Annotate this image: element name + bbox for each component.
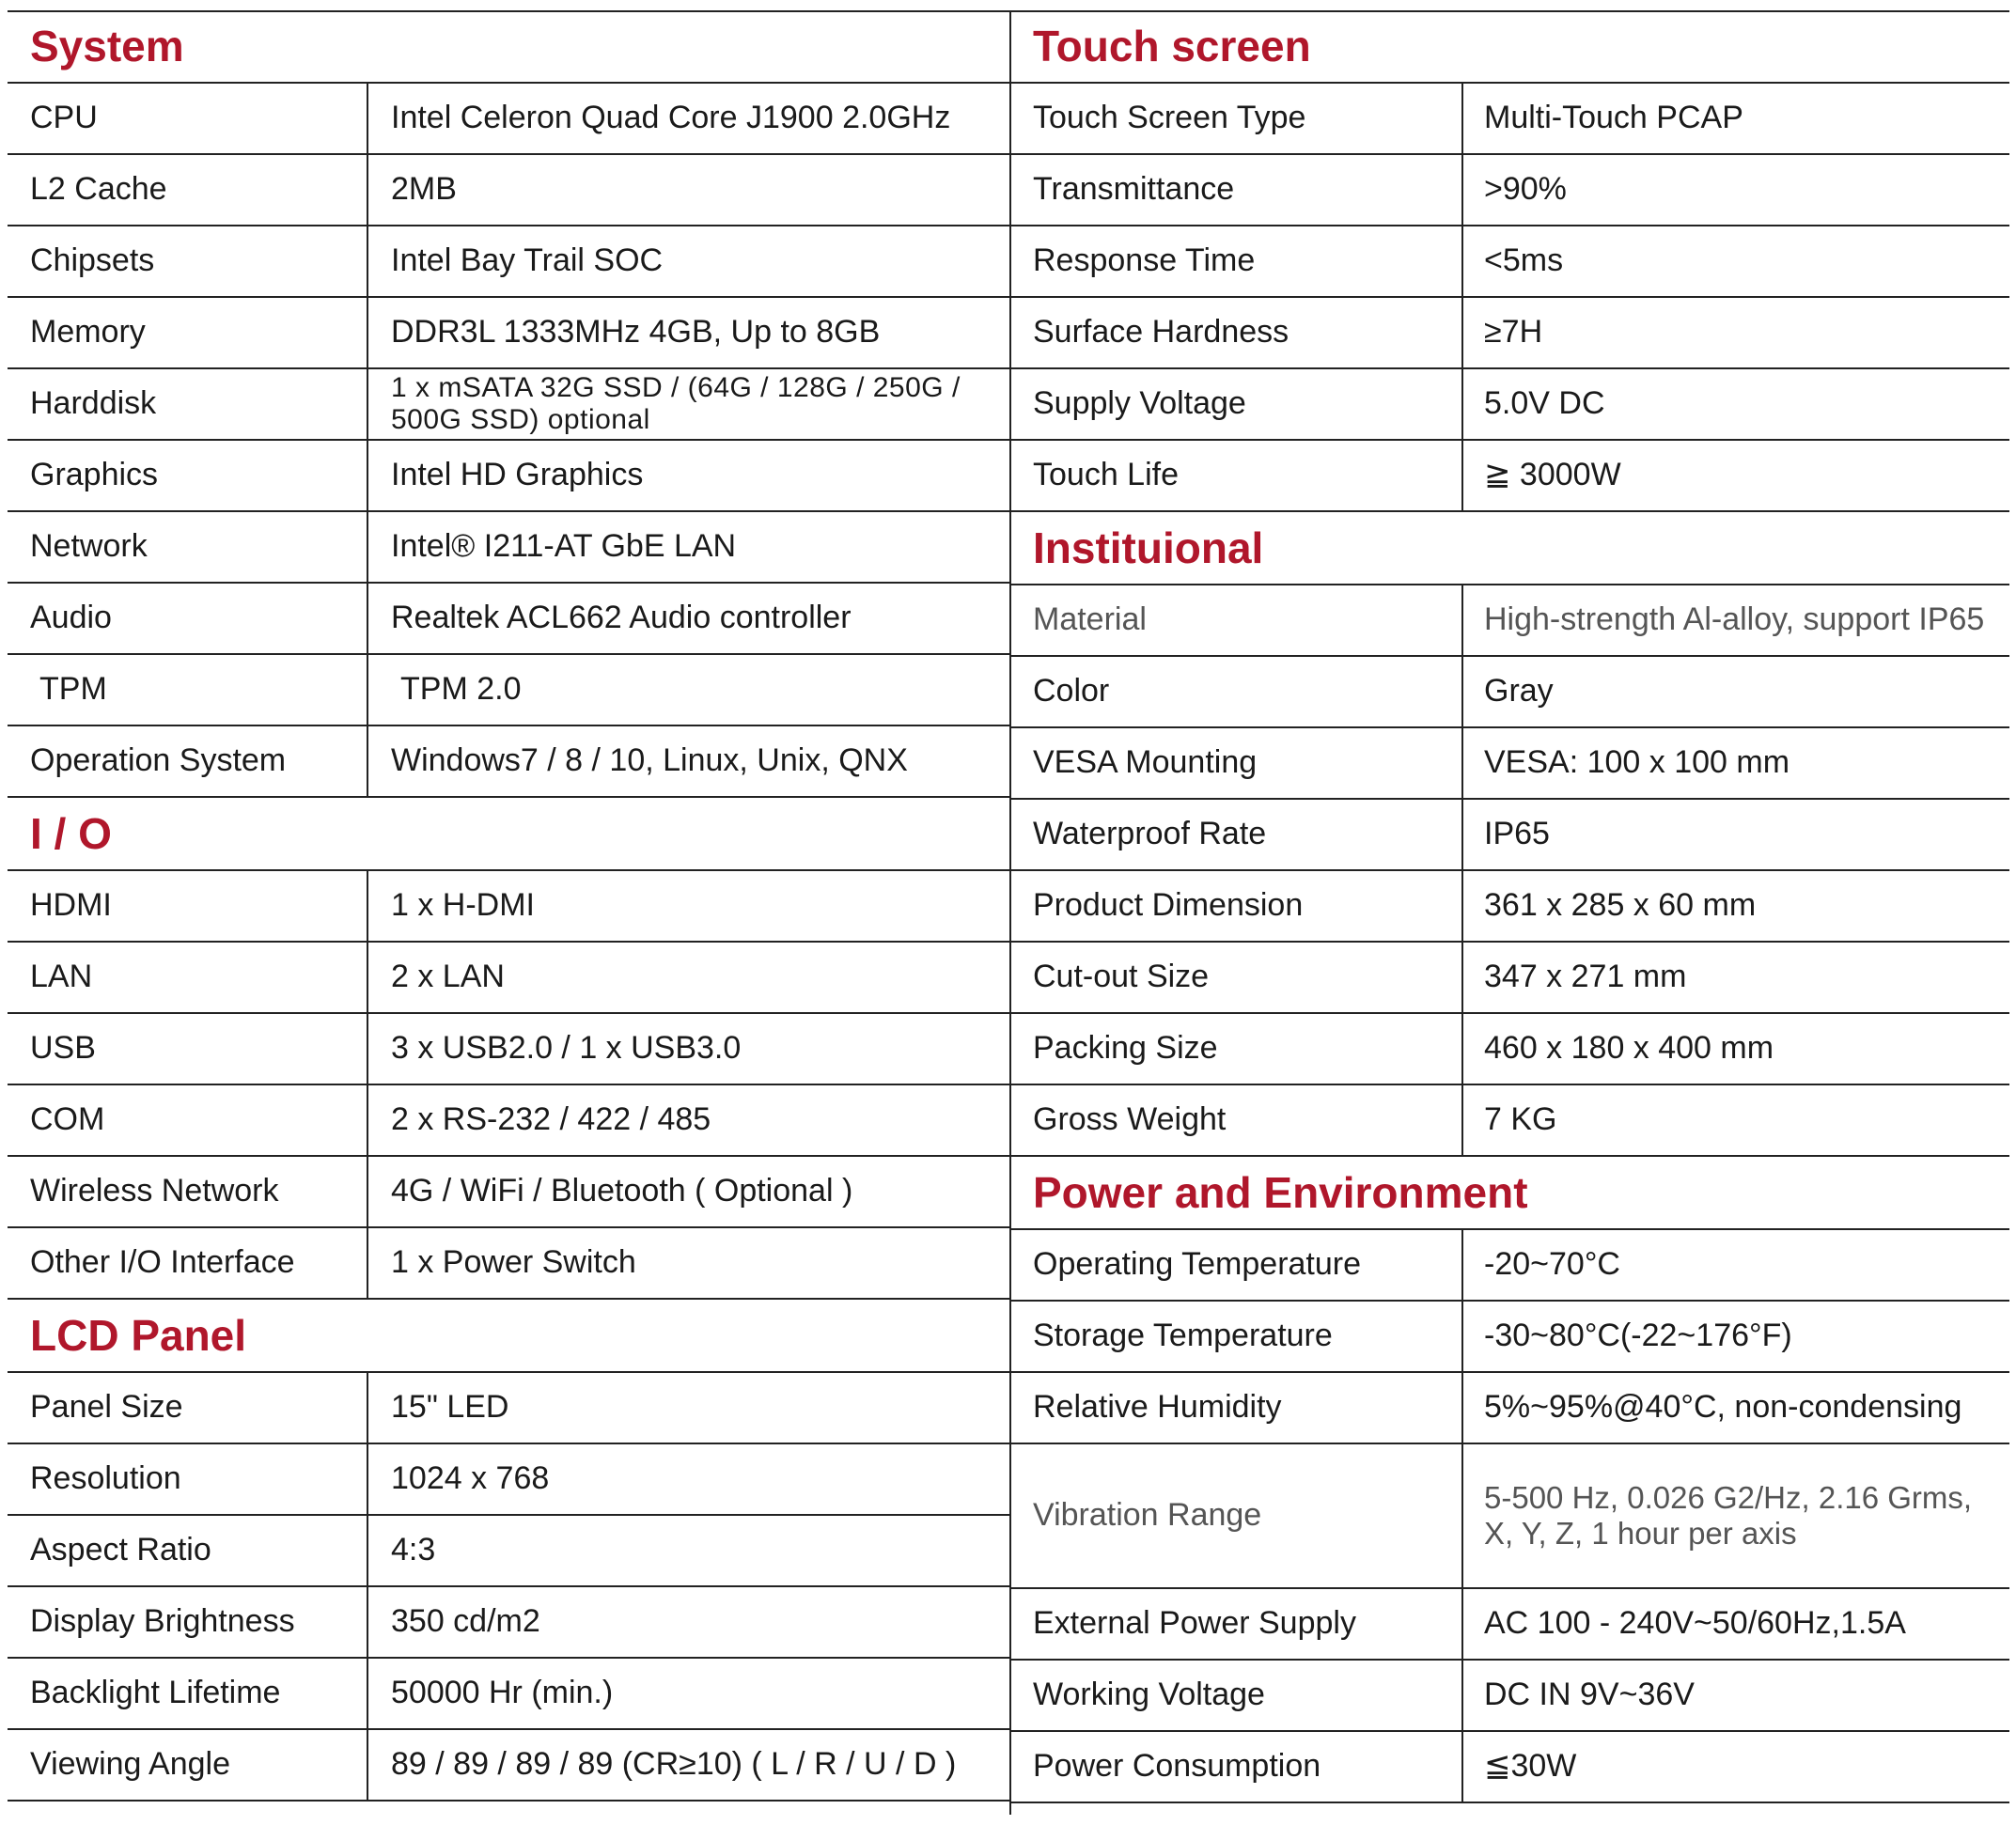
spec-value: <5ms bbox=[1461, 226, 2000, 296]
spec-value: DC IN 9V~36V bbox=[1461, 1661, 2000, 1730]
spec-label: TPM bbox=[39, 671, 107, 708]
spec-label: Network bbox=[30, 528, 148, 565]
section-title: LCD Panel bbox=[30, 1311, 247, 1360]
spec-value: Intel HD Graphics bbox=[367, 441, 1001, 510]
spec-row-vibration-range bbox=[1010, 1444, 2009, 1589]
spec-label: Harddisk bbox=[30, 385, 157, 422]
spec-row-product-dimension bbox=[1010, 871, 2009, 943]
spec-label: Chipsets bbox=[30, 242, 155, 279]
spec-value: 5%~95%@40°C, non-condensing bbox=[1461, 1373, 2000, 1443]
spec-row-gross-weight bbox=[1010, 1085, 2009, 1157]
spec-label: Product Dimension bbox=[1033, 887, 1304, 924]
section-header-touch-screen bbox=[1010, 10, 2009, 84]
spec-label: LAN bbox=[30, 959, 93, 995]
spec-row-resolution bbox=[8, 1444, 1010, 1516]
spec-value: 2 x LAN bbox=[367, 943, 1001, 1012]
spec-row-operation-system bbox=[8, 726, 1010, 798]
spec-value: 347 x 271 mm bbox=[1461, 943, 2000, 1012]
spec-row-audio bbox=[8, 584, 1010, 655]
section-title: System bbox=[30, 22, 184, 70]
spec-row-vesa-mounting bbox=[1010, 728, 2009, 800]
spec-row-chipsets bbox=[8, 226, 1010, 298]
spec-value: 1 x H-DMI bbox=[367, 871, 1001, 941]
spec-value: >90% bbox=[1461, 155, 2000, 225]
section-header-system bbox=[8, 10, 1010, 84]
spec-label: Other I/O Interface bbox=[30, 1244, 295, 1281]
spec-label: Waterproof Rate bbox=[1033, 816, 1267, 852]
spec-row-graphics bbox=[8, 441, 1010, 512]
spec-row-color bbox=[1010, 657, 2009, 728]
spec-row-cut-out-size bbox=[1010, 943, 2009, 1014]
spec-value: DDR3L 1333MHz 4GB, Up to 8GB bbox=[367, 298, 1001, 367]
spec-label: Cut-out Size bbox=[1033, 959, 1210, 995]
spec-label: Response Time bbox=[1033, 242, 1256, 279]
spec-row-power-consumption bbox=[1010, 1732, 2009, 1803]
section-title: Power and Environment bbox=[1033, 1168, 1528, 1217]
spec-label: Memory bbox=[30, 314, 146, 351]
spec-row-touch-life bbox=[1010, 441, 2009, 512]
spec-label: External Power Supply bbox=[1033, 1605, 1356, 1642]
spec-label: Graphics bbox=[30, 457, 159, 493]
spec-row-touch-screen-type bbox=[1010, 84, 2009, 155]
spec-value: 2 x RS-232 / 422 / 485 bbox=[367, 1085, 1001, 1155]
spec-label: Display Brightness bbox=[30, 1603, 295, 1640]
spec-value: 361 x 285 x 60 mm bbox=[1461, 871, 2000, 941]
spec-row-other-io bbox=[8, 1228, 1010, 1300]
spec-value: TPM 2.0 bbox=[367, 655, 1001, 725]
spec-value: -20~70°C bbox=[1461, 1230, 2000, 1300]
spec-row-working-voltage bbox=[1010, 1661, 2009, 1732]
spec-value: 1024 x 768 bbox=[367, 1444, 1001, 1514]
spec-row-usb bbox=[8, 1014, 1010, 1085]
spec-value: 50000 Hr (min.) bbox=[367, 1659, 1001, 1728]
section-title: Instituional bbox=[1033, 523, 1264, 572]
spec-label: Backlight Lifetime bbox=[30, 1675, 281, 1711]
spec-value: 350 cd/m2 bbox=[367, 1587, 1001, 1657]
spec-value: 89 / 89 / 89 / 89 (CR≥10) ( L / R / U / D ) bbox=[367, 1730, 1001, 1800]
spec-row-hdmi bbox=[8, 871, 1010, 943]
spec-row-waterproof-rate bbox=[1010, 800, 2009, 871]
spec-label: CPU bbox=[30, 100, 98, 136]
spec-value: 2MB bbox=[367, 155, 1001, 225]
spec-label: HDMI bbox=[30, 887, 112, 924]
spec-row-panel-size bbox=[8, 1373, 1010, 1444]
spec-value: AC 100 - 240V~50/60Hz,1.5A bbox=[1461, 1589, 2000, 1659]
section-header-instituional bbox=[1010, 512, 2009, 585]
spec-row-supply-voltage bbox=[1010, 369, 2009, 441]
spec-row-cpu bbox=[8, 84, 1010, 155]
spec-label: Panel Size bbox=[30, 1389, 183, 1426]
spec-label: Viewing Angle bbox=[30, 1746, 230, 1783]
spec-value: -30~80°C(-22~176°F) bbox=[1461, 1302, 2000, 1371]
spec-label: Aspect Ratio bbox=[30, 1532, 211, 1568]
spec-row-transmittance bbox=[1010, 155, 2009, 226]
spec-row-operating-temperature bbox=[1010, 1230, 2009, 1302]
spec-row-material bbox=[1010, 585, 2009, 657]
spec-value: Gray bbox=[1461, 657, 2000, 726]
spec-row-backlight-lifetime bbox=[8, 1659, 1010, 1730]
spec-label: Resolution bbox=[30, 1460, 181, 1497]
spec-row-l2-cache bbox=[8, 155, 1010, 226]
spec-value: IP65 bbox=[1461, 800, 2000, 869]
spec-label: L2 Cache bbox=[30, 171, 167, 208]
spec-value: 5-500 Hz, 0.026 G2/Hz, 2.16 Grms, X, Y, Z, 1 hour per axis bbox=[1461, 1444, 2000, 1587]
spec-row-com bbox=[8, 1085, 1010, 1157]
section-header-io bbox=[8, 798, 1010, 871]
spec-value: Intel Bay Trail SOC bbox=[367, 226, 1001, 296]
spec-value: VESA: 100 x 100 mm bbox=[1461, 728, 2000, 798]
spec-label: Working Voltage bbox=[1033, 1677, 1265, 1713]
spec-value: ≦30W bbox=[1461, 1732, 2000, 1802]
spec-label: Operation System bbox=[30, 742, 287, 779]
spec-label: Material bbox=[1033, 601, 1147, 638]
spec-value: 460 x 180 x 400 mm bbox=[1461, 1014, 2000, 1084]
spec-row-harddisk bbox=[8, 369, 1010, 441]
spec-row-memory bbox=[8, 298, 1010, 369]
spec-label: Transmittance bbox=[1033, 171, 1235, 208]
spec-label: Storage Temperature bbox=[1033, 1318, 1333, 1354]
spec-label: Surface Hardness bbox=[1033, 314, 1289, 351]
spec-label: Touch Screen Type bbox=[1033, 100, 1306, 136]
spec-label: Vibration Range bbox=[1033, 1497, 1262, 1534]
spec-label: Audio bbox=[30, 600, 112, 636]
spec-label: Relative Humidity bbox=[1033, 1389, 1282, 1426]
spec-value: ≧ 3000W bbox=[1461, 441, 2000, 510]
spec-label: Power Consumption bbox=[1033, 1748, 1321, 1785]
spec-row-display-brightness bbox=[8, 1587, 1010, 1659]
spec-row-tpm bbox=[8, 655, 1010, 726]
spec-value: 4:3 bbox=[367, 1516, 1001, 1585]
spec-row-lan bbox=[8, 943, 1010, 1014]
spec-label: Touch Life bbox=[1033, 457, 1179, 493]
spec-label: Supply Voltage bbox=[1033, 385, 1246, 422]
spec-value: 3 x USB2.0 / 1 x USB3.0 bbox=[367, 1014, 1001, 1084]
spec-value: 1 x mSATA 32G SSD / (64G / 128G / 250G / 500G SSD) optional bbox=[367, 369, 1001, 439]
section-header-power-environment bbox=[1010, 1157, 2009, 1230]
spec-label: Wireless Network bbox=[30, 1173, 279, 1209]
section-title: Touch screen bbox=[1033, 22, 1311, 70]
spec-row-storage-temperature bbox=[1010, 1302, 2009, 1373]
spec-label: Color bbox=[1033, 673, 1110, 710]
spec-sheet bbox=[8, 10, 2009, 1815]
spec-value: High-strength Al-alloy, support IP65 bbox=[1461, 585, 2000, 655]
spec-row-network bbox=[8, 512, 1010, 584]
spec-row-external-power-supply bbox=[1010, 1589, 2009, 1661]
spec-value: Multi-Touch PCAP bbox=[1461, 84, 2000, 153]
spec-label: VESA Mounting bbox=[1033, 744, 1258, 781]
spec-value: ≥7H bbox=[1461, 298, 2000, 367]
spec-row-wireless-network bbox=[8, 1157, 1010, 1228]
spec-value: Realtek ACL662 Audio controller bbox=[367, 584, 1001, 653]
spec-value: 1 x Power Switch bbox=[367, 1228, 1001, 1298]
spec-value: 7 KG bbox=[1461, 1085, 2000, 1155]
spec-value: Intel® I211-AT GbE LAN bbox=[367, 512, 1001, 582]
spec-value: Intel Celeron Quad Core J1900 2.0GHz bbox=[367, 84, 1001, 153]
spec-label: Gross Weight bbox=[1033, 1101, 1227, 1138]
left-spec-table bbox=[8, 10, 1010, 1802]
spec-label: COM bbox=[30, 1101, 105, 1138]
spec-row-relative-humidity bbox=[1010, 1373, 2009, 1444]
spec-row-viewing-angle bbox=[8, 1730, 1010, 1802]
spec-value: 15" LED bbox=[367, 1373, 1001, 1443]
section-title: I / O bbox=[30, 809, 112, 858]
spec-label: USB bbox=[30, 1030, 96, 1067]
spec-value: Windows7 / 8 / 10, Linux, Unix, QNX bbox=[367, 726, 1001, 796]
spec-row-surface-hardness bbox=[1010, 298, 2009, 369]
spec-value: 5.0V DC bbox=[1461, 369, 2000, 439]
spec-row-response-time bbox=[1010, 226, 2009, 298]
spec-value: 4G / WiFi / Bluetooth ( Optional ) bbox=[367, 1157, 1001, 1226]
spec-row-aspect-ratio bbox=[8, 1516, 1010, 1587]
spec-label: Operating Temperature bbox=[1033, 1246, 1362, 1283]
spec-label: Packing Size bbox=[1033, 1030, 1218, 1067]
spec-row-packing-size bbox=[1010, 1014, 2009, 1085]
right-spec-table bbox=[1010, 10, 2009, 1803]
section-header-lcd-panel bbox=[8, 1300, 1010, 1373]
